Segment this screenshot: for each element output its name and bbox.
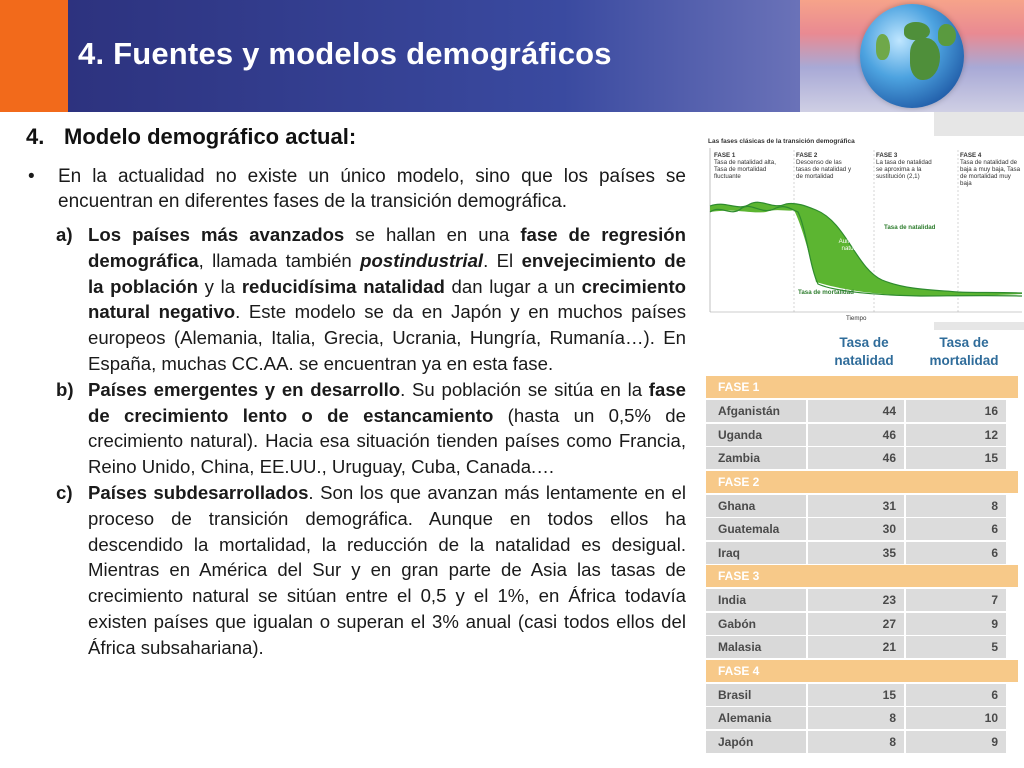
natalidad-cell: 30 bbox=[808, 518, 904, 540]
phase-name: FASE 4 bbox=[960, 152, 982, 159]
natalidad-cell: 44 bbox=[808, 400, 904, 422]
phase-description: Descenso de las tasas de natalidad y de mortalidad bbox=[796, 159, 852, 180]
natalidad-cell: 8 bbox=[808, 731, 904, 753]
table-row bbox=[706, 707, 1018, 729]
country-cell: Japón bbox=[706, 731, 806, 753]
mortalidad-cell: 12 bbox=[906, 424, 1006, 446]
country-cell: Alemania bbox=[706, 707, 806, 729]
country-cell: Malasia bbox=[706, 636, 806, 658]
phase-row bbox=[706, 565, 1018, 587]
sub-item-text: Países subdesarrollados bbox=[88, 481, 309, 503]
sub-item-letter: b) bbox=[56, 378, 74, 400]
phase-description: Tasa de natalidad alta, Tasa de mortalidad fluctuante bbox=[714, 159, 776, 180]
mortalidad-cell: 15 bbox=[906, 447, 1006, 469]
table-row bbox=[706, 636, 1018, 658]
phase-description: La tasa de natalidad se aproxima a la sustitución (2,1) bbox=[876, 159, 932, 180]
natalidad-cell: 15 bbox=[808, 684, 904, 706]
country-cell: Brasil bbox=[706, 684, 806, 706]
mortalidad-cell: 6 bbox=[906, 518, 1006, 540]
phase-name: FASE 1 bbox=[714, 152, 736, 159]
natalidad-cell: 46 bbox=[808, 447, 904, 469]
figure-title: Las fases clásicas de la transición demográfica bbox=[708, 138, 855, 145]
globe-icon bbox=[860, 4, 964, 108]
country-cell: Zambia bbox=[706, 447, 806, 469]
section-number: 4. bbox=[26, 124, 45, 149]
phase-label bbox=[796, 152, 858, 180]
phase-label bbox=[714, 152, 776, 180]
natalidad-cell: 21 bbox=[808, 636, 904, 658]
phase-label bbox=[876, 152, 938, 180]
sub-item-text: postindustrial bbox=[360, 249, 484, 271]
sub-item-letter: c) bbox=[56, 481, 73, 503]
phase-row-label: FASE 2 bbox=[718, 474, 760, 489]
sub-item-text: , llamada también bbox=[198, 249, 361, 271]
slide-header bbox=[0, 0, 1024, 112]
sub-item bbox=[26, 377, 686, 480]
country-cell: Uganda bbox=[706, 424, 806, 446]
globe-image bbox=[800, 0, 1024, 112]
country-cell: Ghana bbox=[706, 495, 806, 517]
mortalidad-cell: 6 bbox=[906, 542, 1006, 564]
phase-row-label: FASE 4 bbox=[718, 663, 760, 678]
table-row bbox=[706, 589, 1018, 611]
phase-row bbox=[706, 471, 1018, 493]
sub-item-text: envejecimiento de la población bbox=[88, 249, 686, 297]
phase-row bbox=[706, 660, 1018, 682]
mortalidad-cell: 16 bbox=[906, 400, 1006, 422]
phase-row-label: FASE 1 bbox=[718, 380, 760, 394]
section-heading bbox=[26, 124, 686, 150]
section-heading-text: Modelo demográfico actual: bbox=[64, 124, 357, 149]
natalidad-cell: 27 bbox=[808, 613, 904, 635]
sub-item-text: y la bbox=[198, 275, 242, 297]
main-text bbox=[26, 124, 686, 661]
phase-label bbox=[960, 152, 1022, 187]
table-row bbox=[706, 731, 1018, 753]
sub-item-text: Los países más avanzados bbox=[88, 224, 345, 245]
label-aumento: Aumento natural bbox=[838, 238, 864, 252]
table-row bbox=[706, 542, 1018, 564]
mortalidad-cell: 9 bbox=[906, 613, 1006, 635]
label-mortalidad: Tasa de mortalidad bbox=[798, 289, 854, 296]
natalidad-cell: 35 bbox=[808, 542, 904, 564]
column-header-natalidad: Tasa de natalidad bbox=[834, 335, 894, 368]
mortalidad-cell: 7 bbox=[906, 589, 1006, 611]
label-natalidad: Tasa de natalidad bbox=[884, 224, 936, 231]
phase-description: Tasa de natalidad de baja a muy baja, Tasa de mortalidad muy baja bbox=[960, 159, 1021, 187]
sub-item-text: fase de regresión demográfica bbox=[88, 224, 687, 271]
sub-list bbox=[26, 222, 686, 661]
natalidad-cell: 23 bbox=[808, 589, 904, 611]
natalidad-cell: 46 bbox=[808, 424, 904, 446]
sub-item-text: reducidísima natalidad bbox=[241, 275, 445, 297]
phase-row-label: FASE 3 bbox=[718, 569, 760, 583]
table-row bbox=[706, 424, 1018, 446]
natalidad-cell: 8 bbox=[808, 707, 904, 729]
sub-item-text: (hasta un 0,5% de crecimiento natural). Hacia esa situación tienden países como Francia, Reino Unido, China, EE.UU., Uruguay, Cuba, Canada.… bbox=[88, 404, 686, 478]
bullet-text: En la actualidad no existe un único modelo, sino que los países se encuentran en diferentes fases de la transición demográfica. bbox=[58, 166, 686, 212]
country-cell: Iraq bbox=[706, 542, 806, 564]
table-row bbox=[706, 518, 1018, 540]
sub-item-text: se hallan en una bbox=[344, 224, 521, 245]
figure-frame bbox=[934, 112, 1024, 136]
country-cell: Gabón bbox=[706, 613, 806, 635]
table-row bbox=[706, 684, 1018, 706]
sub-item-text: crecimiento natural negativo bbox=[88, 275, 686, 323]
mortalidad-cell: 8 bbox=[906, 495, 1006, 517]
sub-item-text: . Su población se sitúa en la bbox=[400, 378, 649, 400]
sub-item-letter: a) bbox=[56, 224, 73, 245]
bullet-dot-icon: • bbox=[28, 166, 35, 187]
x-axis-label: Tiempo bbox=[846, 315, 867, 322]
bullet-paragraph bbox=[26, 164, 686, 214]
mortalidad-cell: 6 bbox=[906, 684, 1006, 706]
table-row bbox=[706, 400, 1018, 422]
column-header-mortalidad: Tasa de mortalidad bbox=[929, 335, 999, 368]
transition-figure bbox=[706, 138, 1024, 328]
table-row bbox=[706, 613, 1018, 635]
table-row bbox=[706, 447, 1018, 469]
sub-item-text: . Son los que avanzan más lentamente en el proceso de transición demográfica. Aunque en todos ellos ha descendido la mortalidad, la reducción de la natalidad es desigual. Mientras en América del Sur y en gran parte de Asia las tasas de crecimiento natural se sitúan entre el 0,5 y el 1%, en África todavía existen países que igualan o superan el 3% anual (casi todos ellos del África subsahariana). bbox=[88, 481, 686, 658]
mortalidad-cell: 9 bbox=[906, 731, 1006, 753]
rates-table bbox=[706, 334, 1018, 764]
sub-item-text: fase de crecimiento lento o de estancamiento bbox=[88, 378, 686, 426]
accent-bar bbox=[0, 0, 68, 112]
mortalidad-cell: 5 bbox=[906, 636, 1006, 658]
phase-row bbox=[706, 376, 1018, 398]
figure-frame bbox=[934, 322, 1024, 330]
table-row bbox=[706, 495, 1018, 517]
phase-name: FASE 3 bbox=[876, 152, 898, 159]
sub-item bbox=[26, 480, 686, 661]
sub-item-text: dan lugar a un bbox=[444, 275, 582, 297]
slide-title: 4. Fuentes y modelos demográficos bbox=[78, 36, 612, 71]
country-cell: Guatemala bbox=[706, 518, 806, 540]
phase-name: FASE 2 bbox=[796, 152, 818, 159]
natalidad-cell: 31 bbox=[808, 495, 904, 517]
sub-item-text: . Este modelo se da en Japón y en muchos países europeos (Alemania, Italia, Grecia, Ucrania, Hungría, Rumanía…). En España, muchas CC.AA. se encuentran ya en esta fase. bbox=[88, 301, 686, 374]
country-cell: India bbox=[706, 589, 806, 611]
sub-item-text: . El bbox=[483, 249, 522, 271]
mortalidad-cell: 10 bbox=[906, 707, 1006, 729]
sub-item bbox=[26, 222, 686, 377]
sub-item-text: Países emergentes y en desarrollo bbox=[88, 378, 401, 400]
country-cell: Afganistán bbox=[706, 400, 806, 422]
